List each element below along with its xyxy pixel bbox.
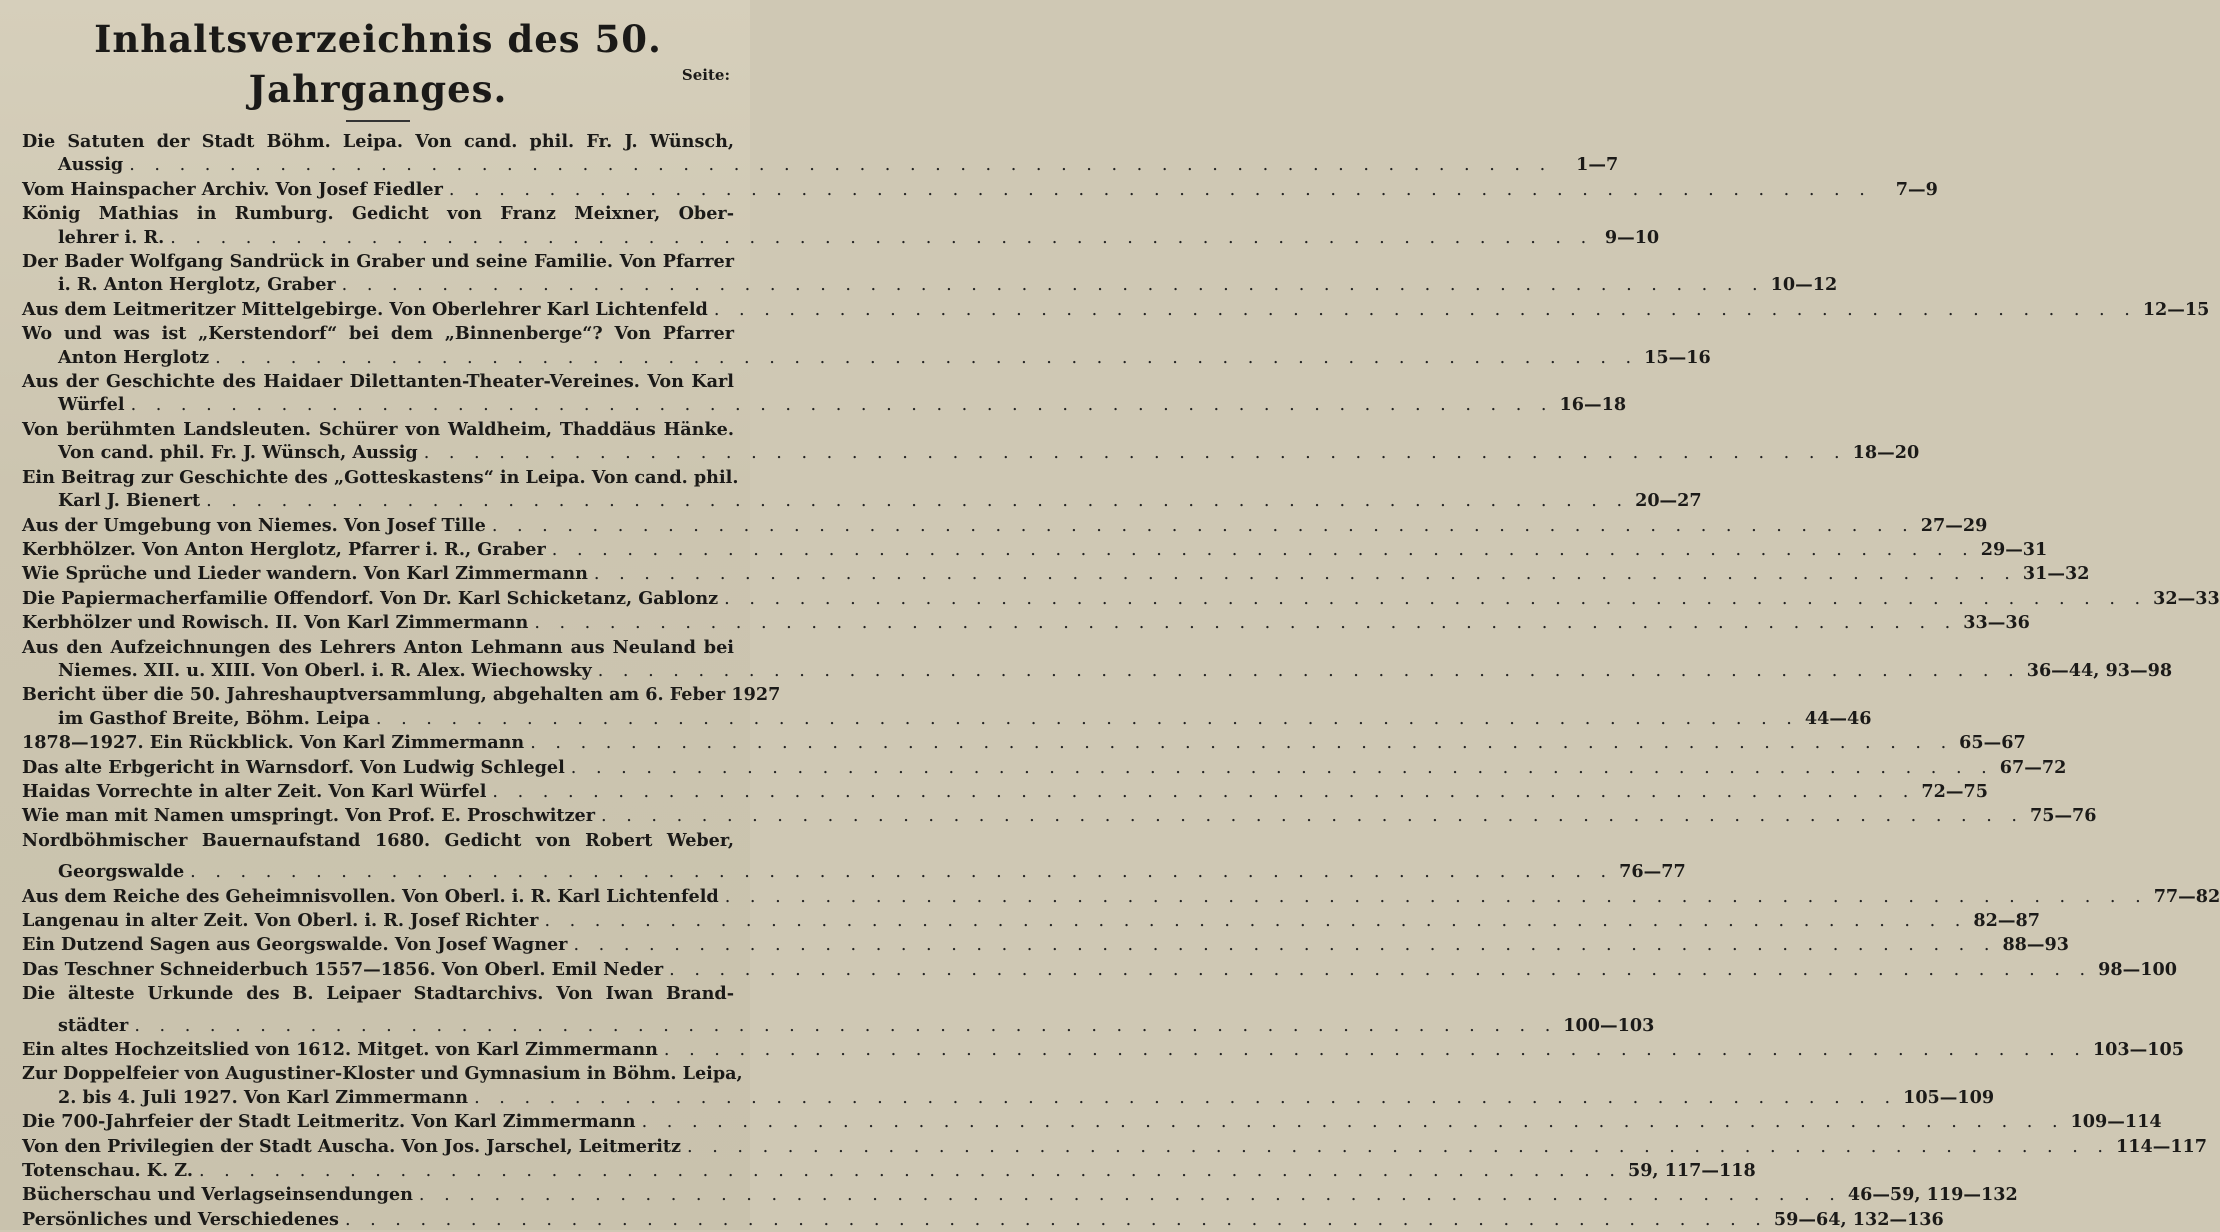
dot-leader: . . . . . . . . . . . . . . . . . . . . . . . . . . . . . . . . . . . . . . . . . . . . . . . . . . . . . . . . . [724,886,2148,907]
toc-entry-pages: 20—27 [1635,490,1702,512]
toc-entry-pages: 9—10 [1604,226,1660,248]
dot-leader: . . . . . . . . . . . . . . . . . . . . . . . . . . . . . . . . . . . . . . . . . . . . . . . . . . . . . . . . . [170,227,1594,248]
dot-leader: . . . . . . . . . . . . . . . . . . . . . . . . . . . . . . . . . . . . . . . . . . . . . . . . . . . . . . . . . [130,395,1554,416]
toc-entry-line [22,1110,2162,1134]
toc-entry [22,958,2177,982]
toc-entry-title: Aus der Umgebung von Niemes. Von Josef Tille [22,514,486,536]
dot-leader: . . . . . . . . . . . . . . . . . . . . . . . . . . . . . . . . . . . . . . . . . . . . . . . . . . . . . . . . . [713,299,2137,320]
dot-leader: . . . . . . . . . . . . . . . . . . . . . . . . . . . . . . . . . . . . . . . . . . . . . . . . . . . . . . . . . [641,1112,2065,1133]
toc-entry-pages: 36—44, 93—98 [2026,659,2173,681]
toc-entry-pages: 77—82 [2153,885,2220,907]
toc-entry-title: Ein Dutzend Sagen aus Georgswalde. Von Josef Wagner [22,934,568,956]
toc-entry-title: Anton Herglotz [58,346,210,368]
dot-leader: . . . . . . . . . . . . . . . . . . . . . . . . . . . . . . . . . . . . . . . . . . . . . . . . . . . . . . . . . [593,564,2017,585]
toc-entry [22,933,2069,957]
toc-entry-title: Bericht über die 50. Jahreshauptversammlung, abgehalten am 6. Feber 1927 [22,684,781,706]
toc-entry-title: Von den Privilegien der Stadt Auscha. Von Jos. Jarschel, Leitmeritz [22,1135,682,1157]
dot-leader: . . . . . . . . . . . . . . . . . . . . . . . . . . . . . . . . . . . . . . . . . . . . . . . . . . . . . . . . . [198,1161,1622,1182]
toc-entry-title: Kerbhölzer und Rowisch. II. Von Karl Zimmermann [22,612,529,634]
toc-entry-title: Langenau in alter Zeit. Von Oberl. i. R. Josef Richter [22,910,539,931]
dot-leader: . . . . . . . . . . . . . . . . . . . . . . . . . . . . . . . . . . . . . . . . . . . . . . . . . . . . . . . . . [190,862,1614,883]
toc-entry [22,885,2220,909]
toc-entry-title: im Gasthof Breite, Böhm. Leipa [58,707,370,729]
toc-entry-title: Nordböhmischer Bauernaufstand 1680. Gedicht von Robert Weber, [22,829,734,851]
toc-entry-line [22,1086,1995,1110]
dot-leader: . . . . . . . . . . . . . . . . . . . . . . . . . . . . . . . . . . . . . . . . . . . . . . . . . . . . . . . . . [491,515,1915,536]
toc-entry-line [22,393,1627,417]
toc-entry [22,130,1619,178]
toc-entry-title: i. R. Anton Herglotz, Graber [58,274,336,296]
toc-entry-line [22,418,734,441]
toc-entry [22,1038,2184,1062]
toc-entry-line [22,273,1838,297]
toc-entry-line [22,130,734,153]
dot-leader: . . . . . . . . . . . . . . . . . . . . . . . . . . . . . . . . . . . . . . . . . . . . . . . . . . . . . . . . . [544,911,1968,931]
toc-entry [22,756,2067,780]
dot-leader: . . . . . . . . . . . . . . . . . . . . . . . . . . . . . . . . . . . . . . . . . . . . . . . . . . . . . . . . . [423,443,1847,464]
toc-entry-pages: 27—29 [1920,514,1988,536]
toc-entry-line [22,250,734,273]
toc-entry-line [22,514,1988,538]
toc-entry-pages: 59—64, 132—136 [1773,1208,1944,1230]
toc-entry-title: Wo und was ist „Kerstendorf“ bei dem „Binnenberge“? Von Pfarrer [22,323,734,345]
dot-leader: . . . . . . . . . . . . . . . . . . . . . . . . . . . . . . . . . . . . . . . . . . . . . . . . . . . . . . . . . [448,179,1872,200]
toc-entry-title: Von berühmten Landsleuten. Schürer von Waldheim, Thaddäus Hänke. [22,418,734,440]
toc-entry-pages: 98—100 [2098,958,2177,980]
toc-entry-pages: 15—16 [1644,346,1711,368]
toc-entry-line [22,1014,1655,1038]
toc-entry-title: Totenschau. K. Z. [22,1160,193,1182]
toc-entry-line [22,562,2090,586]
toc-entry-line [22,587,2220,611]
toc-entry-line [22,958,2177,982]
toc-entry-pages: 100—103 [1563,1014,1655,1036]
toc-entry-line [22,153,1619,177]
toc-entry-line [22,611,2030,635]
dot-leader: . . . . . . . . . . . . . . . . . . . . . . . . . . . . . . . . . . . . . . . . . . . . . . . . . . . . . . . . . [344,1209,1768,1230]
toc-entry-title: Der Bader Wolfgang Sandrück in Graber und seine Familie. Von Pfarrer [22,251,734,273]
toc-entry [22,1159,1756,1183]
toc-entry [22,982,1655,1038]
toc-entry-pages: 72—75 [1921,780,1988,802]
toc-entry [22,370,1627,418]
dot-leader: . . . . . . . . . . . . . . . . . . . . . . . . . . . . . . . . . . . . . . . . . . . . . . . . . . . . . . . . . [573,935,1997,956]
toc-entry-title: Aus dem Reiche des Geheimnisvollen. Von Oberl. i. R. Karl Lichtenfeld [22,885,719,907]
dot-leader: . . . . . . . . . . . . . . . . . . . . . . . . . . . . . . . . . . . . . . . . . . . . . . . . . . . . . . . . . [341,275,1765,296]
toc-entry [22,538,2048,562]
toc-entry [22,636,2173,684]
toc-entry-title: Wie man mit Namen umspringt. Von Prof. E. Proschwitzer [22,805,596,827]
toc-entry-title: Wie Sprüche und Lieder wandern. Von Karl Zimmermann [22,563,588,585]
toc-entry-title: städter [58,1014,129,1036]
dot-leader: . . . . . . . . . . . . . . . . . . . . . . . . . . . . . . . . . . . . . . . . . . . . . . . . . . . . . . . . . [375,708,1799,729]
toc-entry-title: 2. bis 4. Juli 1927. Von Karl Zimmermann [58,1086,469,1108]
toc-entry-pages: 105—109 [1903,1086,1995,1108]
toc-entry-line [22,982,734,1005]
dot-leader: . . . . . . . . . . . . . . . . . . . . . . . . . . . . . . . . . . . . . . . . . . . . . . . . . . . . . . . . . [134,1015,1558,1036]
toc-entry [22,909,2040,933]
toc-entry [22,829,1686,885]
toc-entry-line [22,683,781,706]
toc-entry-title: lehrer i. R. [58,226,165,248]
toc-entry [22,322,1711,370]
toc-entry-line [22,804,2097,828]
toc-entry [22,418,1920,466]
dot-leader: . . . . . . . . . . . . . . . . . . . . . . . . . . . . . . . . . . . . . . . . . . . . . . . . . . . . . . . . . [534,613,1958,634]
toc-entry-title: 1878—1927. Ein Rückblick. Von Karl Zimmermann [22,732,525,754]
toc-entry [22,683,1872,731]
dot-leader: . . . . . . . . . . . . . . . . . . . . . . . . . . . . . . . . . . . . . . . . . . . . . . . . . . . . . . . . . [601,806,2024,827]
toc-entry-title: Aus der Geschichte des Haidaer Dilettanten-Theater-Vereines. Von Karl [22,371,734,393]
title-rule [346,120,410,122]
toc-entry-pages: 59, 117—118 [1627,1160,1756,1182]
dot-leader: . . . . . . . . . . . . . . . . . . . . . . . . . . . . . . . . . . . . . . . . . . . . . . . . . . . . . . . . . [418,1185,1842,1206]
dot-leader: . . . . . . . . . . . . . . . . . . . . . . . . . . . . . . . . . . . . . . . . . . . . . . . . . . . . . . . . . [570,757,1994,778]
toc-entry-line [22,489,1702,513]
toc-entry-line [22,1183,2018,1207]
toc-entry-title: Vom Hainspacher Archiv. Von Josef Fiedler [22,178,443,200]
toc-entry [22,250,1838,298]
toc-entry-title: Aussig [58,154,124,176]
toc-entry-line [22,298,2210,322]
toc-entry-pages: 44—46 [1804,707,1872,729]
dot-leader: . . . . . . . . . . . . . . . . . . . . . . . . . . . . . . . . . . . . . . . . . . . . . . . . . . . . . . . . . [492,781,1916,802]
toc-entry-title: Aus den Aufzeichnungen des Lehrers Anton Lehmann aus Neuland bei [22,636,734,658]
toc-entry-line [22,1038,2184,1062]
toc-entry-title: Von cand. phil. Fr. J. Wünsch, Aussig [58,442,418,464]
toc-entry-line [22,860,1686,884]
toc-entry-pages: 88—93 [2002,934,2069,956]
toc-entry [22,1135,2208,1159]
dot-leader: . . . . . . . . . . . . . . . . . . . . . . . . . . . . . . . . . . . . . . . . . . . . . . . . . . . . . . . . . [474,1087,1898,1108]
toc-entry-line [22,659,2173,683]
toc-entry-pages: 32—33 [2153,587,2220,609]
toc-entry-pages: 75—76 [2029,805,2097,827]
toc-entry-pages: 12—15 [2142,298,2210,320]
dot-leader: . . . . . . . . . . . . . . . . . . . . . . . . . . . . . . . . . . . . . . . . . . . . . . . . . . . . . . . . . [669,959,2093,980]
toc-list [22,130,2220,1232]
toc-entry-line [22,322,734,345]
toc-entry [22,1208,1944,1232]
toc-entry-title: Die älteste Urkunde des B. Leipaer Stadtarchivs. Von Iwan Brand- [22,983,734,1005]
toc-entry [22,1062,1995,1110]
toc-entry-title: Kerbhölzer. Von Anton Herglotz, Pfarrer i. R., Graber [22,538,546,560]
toc-entry-pages: 33—36 [1963,612,2030,634]
dot-leader: . . . . . . . . . . . . . . . . . . . . . . . . . . . . . . . . . . . . . . . . . . . . . . . . . . . . . . . . . [724,588,2148,609]
dot-leader: . . . . . . . . . . . . . . . . . . . . . . . . . . . . . . . . . . . . . . . . . . . . . . . . . . . . . . . . . [129,155,1553,176]
toc-entry-pages: 103—105 [2092,1039,2184,1061]
page-column-header: Seite: [681,66,730,84]
toc-entry-pages: 10—12 [1770,274,1838,296]
toc-entry-title: Das Teschner Schneiderbuch 1557—1856. Von Oberl. Emil Neder [22,958,664,980]
toc-entry-pages: 67—72 [1999,756,2067,778]
dot-leader: . . . . . . . . . . . . . . . . . . . . . . . . . . . . . . . . . . . . . . . . . . . . . . . . . . . . . . . . . [663,1040,2087,1061]
dot-leader: . . . . . . . . . . . . . . . . . . . . . . . . . . . . . . . . . . . . . . . . . . . . . . . . . . . . . . . . . [530,733,1954,754]
toc-entry-line [22,178,1938,202]
page-title: Inhaltsverzeichnis des 50. Jahrganges. [94,17,662,111]
toc-entry-pages: 29—31 [1980,538,2048,560]
toc-entry-title: Die 700-Jahrfeier der Stadt Leitmeritz. Von Karl Zimmermann [22,1111,636,1133]
dot-leader: . . . . . . . . . . . . . . . . . . . . . . . . . . . . . . . . . . . . . . . . . . . . . . . . . . . . . . . . . [687,1136,2110,1157]
toc-entry-line [22,1159,1756,1183]
toc-entry-line [22,1208,1944,1232]
toc-entry-line [22,226,1660,250]
toc-entry [22,298,2210,322]
toc-entry-title: Die Papiermacherfamilie Offendorf. Von Dr. Karl Schicketanz, Gablonz [22,587,719,609]
toc-entry-title: Karl J. Bienert [58,490,201,512]
toc-entry-line [22,1135,2208,1159]
toc-entry-line [22,756,2067,780]
toc-entry [22,1183,2018,1207]
dot-leader: . . . . . . . . . . . . . . . . . . . . . . . . . . . . . . . . . . . . . . . . . . . . . . . . . . . . . . . . . [597,660,2021,681]
toc-entry-title: Würfel [58,394,125,416]
toc-entry-title: König Mathias in Rumburg. Gedicht von Franz Meixner, Ober- [22,203,734,225]
toc-entry [22,804,2097,828]
toc-entry-title: Ein altes Hochzeitslied von 1612. Mitget. von Karl Zimmermann [22,1039,658,1061]
toc-entry-pages: 1—7 [1576,154,1619,176]
toc-entry-title: Georgswalde [58,861,185,883]
toc-entry-pages: 16—18 [1559,394,1627,416]
toc-entry [22,466,1702,514]
toc-entry-line [22,538,2048,562]
toc-entry-pages: 31—32 [2022,563,2090,585]
toc-entry-title: Persönliches und Verschiedenes [22,1208,339,1230]
toc-entry-pages: 46—59, 119—132 [1847,1184,2018,1206]
toc-entry-line [22,780,1988,804]
toc-entry [22,780,1988,804]
toc-entry-title: Zur Doppelfeier von Augustiner-Kloster und Gymnasium in Böhm. Leipa, [22,1063,743,1085]
toc-entry-line [22,829,734,852]
toc-entry-line [22,909,2040,933]
toc-entry-pages: 65—67 [1959,732,2026,754]
toc-entry-pages: 109—114 [2070,1111,2162,1133]
toc-entry-title: Haidas Vorrechte in alter Zeit. Von Karl Würfel [22,780,487,802]
toc-entry [22,202,1660,250]
toc-entry-pages: 18—20 [1852,442,1920,464]
toc-entry-line [22,370,734,393]
toc-entry-title: Die Satuten der Stadt Böhm. Leipa. Von cand. phil. Fr. J. Wünsch, [22,131,734,152]
toc-entry-line [22,933,2069,957]
toc-entry-line [22,202,734,225]
toc-entry [22,611,2030,635]
toc-entry-line [22,885,2220,909]
toc-entry [22,731,2026,755]
toc-entry [22,1110,2162,1134]
toc-entry [22,562,2090,586]
toc-entry [22,587,2220,611]
dot-leader: . . . . . . . . . . . . . . . . . . . . . . . . . . . . . . . . . . . . . . . . . . . . . . . . . . . . . . . . . [206,491,1630,512]
toc-entry-title: Niemes. XII. u. XIII. Von Oberl. i. R. Alex. Wiechowsky [58,659,592,681]
toc-entry-title: Bücherschau und Verlagseinsendungen [22,1184,413,1206]
toc-entry-line [22,731,2026,755]
toc-entry-line [22,636,734,659]
toc-entry-line [22,1062,743,1085]
toc-entry-pages: 7—9 [1895,178,1938,200]
toc-entry-title: Ein Beitrag zur Geschichte des „Gotteskastens“ in Leipa. Von cand. phil. [22,466,739,488]
toc-entry-title: Das alte Erbgericht in Warnsdorf. Von Ludwig Schlegel [22,756,565,778]
toc-entry-title: Aus dem Leitmeritzer Mittelgebirge. Von Oberlehrer Karl Lichtenfeld [22,298,708,320]
toc-entry-pages: 82—87 [1973,910,2040,931]
toc-entry-pages: 76—77 [1619,861,1686,883]
toc-entry-line [22,466,739,489]
toc-entry [22,514,1988,538]
toc-entry-line [22,441,1920,465]
toc-entry-line [22,707,1872,731]
toc-entry-pages: 114—117 [2116,1135,2208,1157]
dot-leader: . . . . . . . . . . . . . . . . . . . . . . . . . . . . . . . . . . . . . . . . . . . . . . . . . . . . . . . . . [215,347,1639,368]
toc-entry-line [22,346,1711,370]
toc-entry [22,178,1938,202]
dot-leader: . . . . . . . . . . . . . . . . . . . . . . . . . . . . . . . . . . . . . . . . . . . . . . . . . . . . . . . . . [551,539,1975,560]
